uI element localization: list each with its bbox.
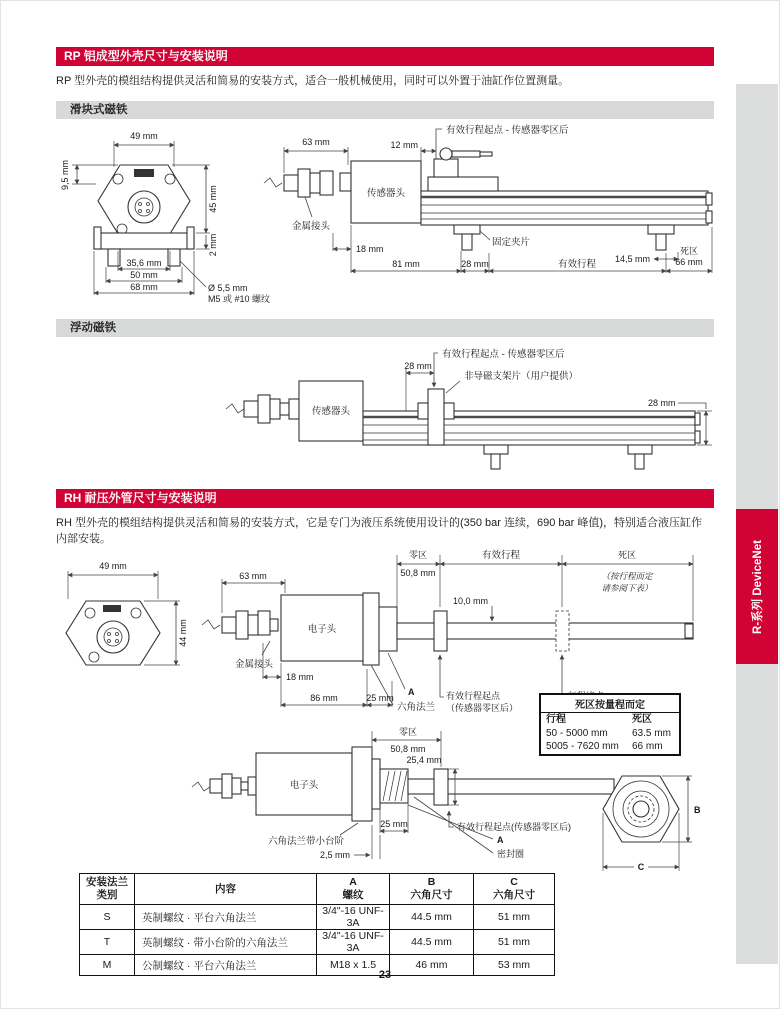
cable-connector — [284, 175, 298, 191]
dim-label: 35,6 mm — [126, 258, 162, 268]
stroke-label: 有效行程 — [481, 550, 521, 561]
bracket-label: 非导磁支架片（用户提供） — [464, 371, 579, 382]
col-c-hex: C 六角尺寸 — [474, 874, 555, 905]
zero-zone-label: 零区 — [408, 550, 428, 560]
section-header-rp: RP 铝成型外壳尺寸与安装说明 — [56, 47, 714, 66]
step-flange-label: 六角法兰带小台阶 — [267, 836, 345, 847]
dim-label: 63 mm — [302, 137, 330, 147]
dim-label: 12 mm — [390, 140, 418, 150]
dim-label: 49 mm — [130, 131, 158, 141]
mounting-clip — [454, 225, 480, 234]
col-b-hex: B 六角尺寸 — [390, 874, 474, 905]
cable-connector — [244, 401, 258, 417]
flange-type-table — [79, 873, 555, 976]
head-label-slot — [103, 605, 121, 612]
cable — [264, 178, 282, 187]
deadzone-col-dead: 死区 — [632, 714, 652, 725]
section-header-rh: RH 耐压外管尺寸与安装说明 — [56, 489, 714, 508]
table-row: M 公制螺纹 · 平台六角法兰 M18 x 1.5 46 mm 53 mm — [80, 955, 555, 976]
stroke-label: 有效行程 — [557, 259, 597, 270]
zero-zone-value: 50,8 mm — [400, 568, 436, 578]
deadzone-label: 死区 — [679, 246, 699, 256]
col-content: 内容 — [135, 874, 317, 905]
dim-ref-a: A — [497, 835, 504, 845]
subsection-float-magnet: 浮动磁铁 — [56, 319, 714, 337]
table-row: T 英制螺纹 · 带小台阶的六角法兰 3/4"-16 UNF-3A 44.5 mm 51 mm — [80, 930, 555, 955]
dim-label: 2,5 mm — [319, 850, 350, 860]
electronics-head-label: 电子头 — [289, 780, 319, 791]
deadzone-table-title: 死区按量程而定 — [541, 695, 679, 713]
metal-connector-label: 金属接头 — [291, 221, 331, 232]
dim-label: 45 mm — [208, 185, 218, 213]
dim-label: 68 mm — [130, 282, 158, 292]
dim-label: 14,5 mm — [614, 254, 650, 264]
sensor-head-label: 传感器头 — [366, 188, 406, 199]
position-magnet — [434, 769, 448, 805]
float-magnet-bracket — [428, 389, 444, 445]
ball-joint — [440, 148, 452, 160]
dim-label: 18 mm — [356, 244, 384, 254]
dim-label: 28 mm — [648, 398, 676, 408]
mounting-clip — [628, 445, 652, 454]
series-tab — [736, 509, 778, 664]
dim-label: 2 mm — [208, 233, 218, 257]
stroke-start-callout: 有效行程起点 — [446, 691, 501, 701]
cable — [226, 404, 244, 413]
stroke-start-callout: 有效行程起点(传感器零区后) — [457, 822, 571, 832]
position-magnet — [434, 611, 447, 651]
dim-label: 25 mm — [366, 693, 394, 703]
deadzone-label: 死区 — [617, 550, 637, 560]
cable — [202, 620, 220, 629]
dim-ref-a: A — [408, 687, 415, 697]
dim-label: 44 mm — [178, 619, 188, 647]
rh-intro-text: RH 型外壳的模组结构提供灵活和简易的安装方式，它是专门为液压系统使用设计的(350 bar 连续，690 bar 峰值)，特别适合液压缸作内部安装。 — [56, 517, 702, 545]
diagram-rh-step-flange — [56, 727, 714, 883]
mounting-base — [94, 233, 194, 249]
sensor-head-label: 传感器头 — [311, 406, 351, 417]
dim-label: 28 mm — [461, 259, 489, 269]
series-tab-label: R-系列 DeviceNet — [752, 539, 765, 634]
cable-connector — [210, 779, 222, 793]
deadzone-value: 66 mm — [675, 257, 703, 267]
hex-flange — [363, 593, 379, 665]
subsection-slide-magnet: 滑块式磁铁 — [56, 101, 714, 119]
deadzone-row: 50 - 5000 mm 63.5 mm — [546, 727, 671, 739]
rp-intro-text: RP 型外壳的模组结构提供灵活和简易的安装方式，适合一般机械使用，同时可以外置于油缸作位置测量。 — [56, 75, 570, 87]
stroke-start-callout: 有效行程起点 - 传感器零区后 — [446, 125, 569, 136]
stroke-start-callout: 有效行程起点 - 传感器零区后 — [442, 349, 565, 360]
float-magnet — [418, 403, 428, 419]
dim-ref-c: C — [637, 862, 645, 872]
thread-note: Ø 5,5 mm — [208, 283, 248, 293]
clip-label: 固定夹片 — [492, 237, 531, 248]
dim-label: 63 mm — [239, 571, 267, 581]
dim-label: 81 mm — [392, 259, 420, 269]
hex-flange-step — [352, 747, 372, 821]
zero-zone-value: 50,8 mm — [390, 744, 426, 754]
flange-shoulder — [372, 759, 380, 809]
dim-label: 25,4 mm — [406, 755, 442, 765]
dim-label: 28 mm — [404, 361, 432, 371]
dim-ref-b: B — [694, 805, 701, 815]
head-label-slot — [134, 169, 154, 177]
diagram-rp-slide-magnet — [56, 121, 714, 319]
mounting-clip — [648, 225, 674, 234]
dim-label: 9,5 mm — [60, 159, 70, 191]
mounting-clip — [484, 445, 508, 454]
seal-label: 密封圈 — [497, 849, 525, 859]
dim-label: 25 mm — [380, 819, 408, 829]
deadzone-row: 5005 - 7620 mm 66 mm — [546, 741, 663, 752]
dim-label: 50 mm — [130, 270, 158, 280]
thread-note: M5 或 #10 螺纹 — [208, 294, 271, 304]
deadzone-col-stroke: 行程 — [546, 714, 566, 725]
position-magnet-end — [556, 611, 569, 651]
flange-nut — [379, 607, 397, 651]
dim-label: 10,0 mm — [452, 596, 488, 606]
table-row: S 英制螺纹 · 平台六角法兰 3/4"-16 UNF-3A 44.5 mm 51 mm — [80, 905, 555, 930]
slide-magnet — [428, 177, 498, 191]
col-a-thread: A 螺纹 — [317, 874, 390, 905]
dim-label: 49 mm — [99, 561, 127, 571]
page-number: 23 — [378, 969, 392, 981]
cable — [192, 782, 210, 791]
electronics-head-label: 电子头 — [307, 624, 337, 635]
metal-connector-label: 金属接头 — [234, 659, 274, 670]
hex-flange-label: 六角法兰 — [397, 702, 436, 713]
dim-label: 86 mm — [310, 693, 338, 703]
deadzone-note: 请参阅下表） — [601, 583, 653, 593]
deadzone-note: （按行程而定 — [601, 571, 653, 581]
table-header-row — [80, 874, 555, 905]
zero-zone-label: 零区 — [398, 727, 418, 737]
dim-label: 18 mm — [286, 672, 314, 682]
stroke-start-callout: （传感器零区后） — [446, 703, 519, 713]
cable-connector — [222, 617, 236, 633]
diagram-rp-float-magnet — [56, 343, 714, 485]
float-magnet — [444, 403, 454, 419]
col-flange-type: 安装法兰 类别 — [80, 874, 135, 905]
